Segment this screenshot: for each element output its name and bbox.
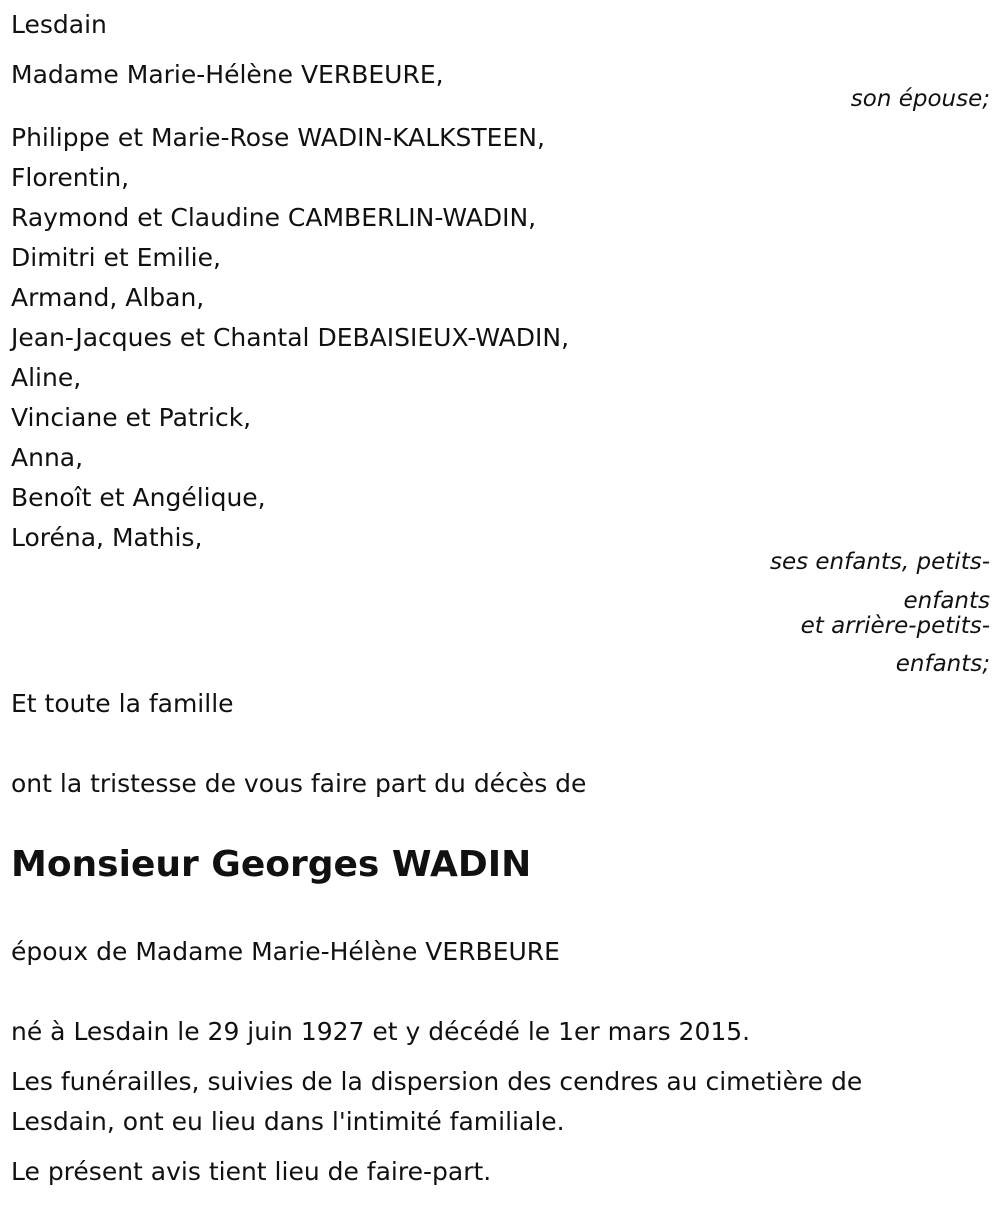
location-text: Lesdain [11, 10, 107, 39]
spouse-name: Madame Marie-Hélène VERBEURE, [11, 60, 444, 89]
deceased-name: Monsieur Georges WADIN [11, 844, 532, 885]
family-member: Jean-Jacques et Chantal DEBAISIEUX-WADIN, [11, 323, 570, 352]
family-member: Aline, [11, 363, 82, 392]
family-role-line: et arrière-petits- [800, 613, 990, 639]
family-member: Loréna, Mathis, [11, 523, 203, 552]
funeral-line: Lesdain, ont eu lieu dans l'intimité familiale. [11, 1107, 565, 1136]
family-member: Anna, [11, 443, 84, 472]
birth-death-text: né à Lesdain le 29 juin 1927 et y décédé le 1er mars 2015. [11, 1017, 751, 1046]
family-member: Benoît et Angélique, [11, 483, 266, 512]
family-member: Florentin, [11, 163, 130, 192]
closing-text: Le présent avis tient lieu de faire-part. [11, 1157, 492, 1186]
family-role-line: ses enfants, petits- [769, 549, 990, 575]
spouse-of-text: époux de Madame Marie-Hélène VERBEURE [11, 937, 560, 966]
extended-family-text: Et toute la famille [11, 689, 234, 718]
spouse-role: son épouse; [850, 86, 990, 112]
family-member: Armand, Alban, [11, 283, 205, 312]
funeral-line: Les funérailles, suivies de la dispersion des cendres au cimetière de [11, 1067, 863, 1096]
family-role-line: enfants; [895, 651, 990, 677]
family-member: Philippe et Marie-Rose WADIN-KALKSTEEN, [11, 123, 545, 152]
announcement-text: ont la tristesse de vous faire part du décès de [11, 769, 587, 798]
family-member: Dimitri et Emilie, [11, 243, 221, 272]
family-role-line: enfants [903, 588, 990, 614]
family-member: Vinciane et Patrick, [11, 403, 252, 432]
family-member: Raymond et Claudine CAMBERLIN-WADIN, [11, 203, 537, 232]
